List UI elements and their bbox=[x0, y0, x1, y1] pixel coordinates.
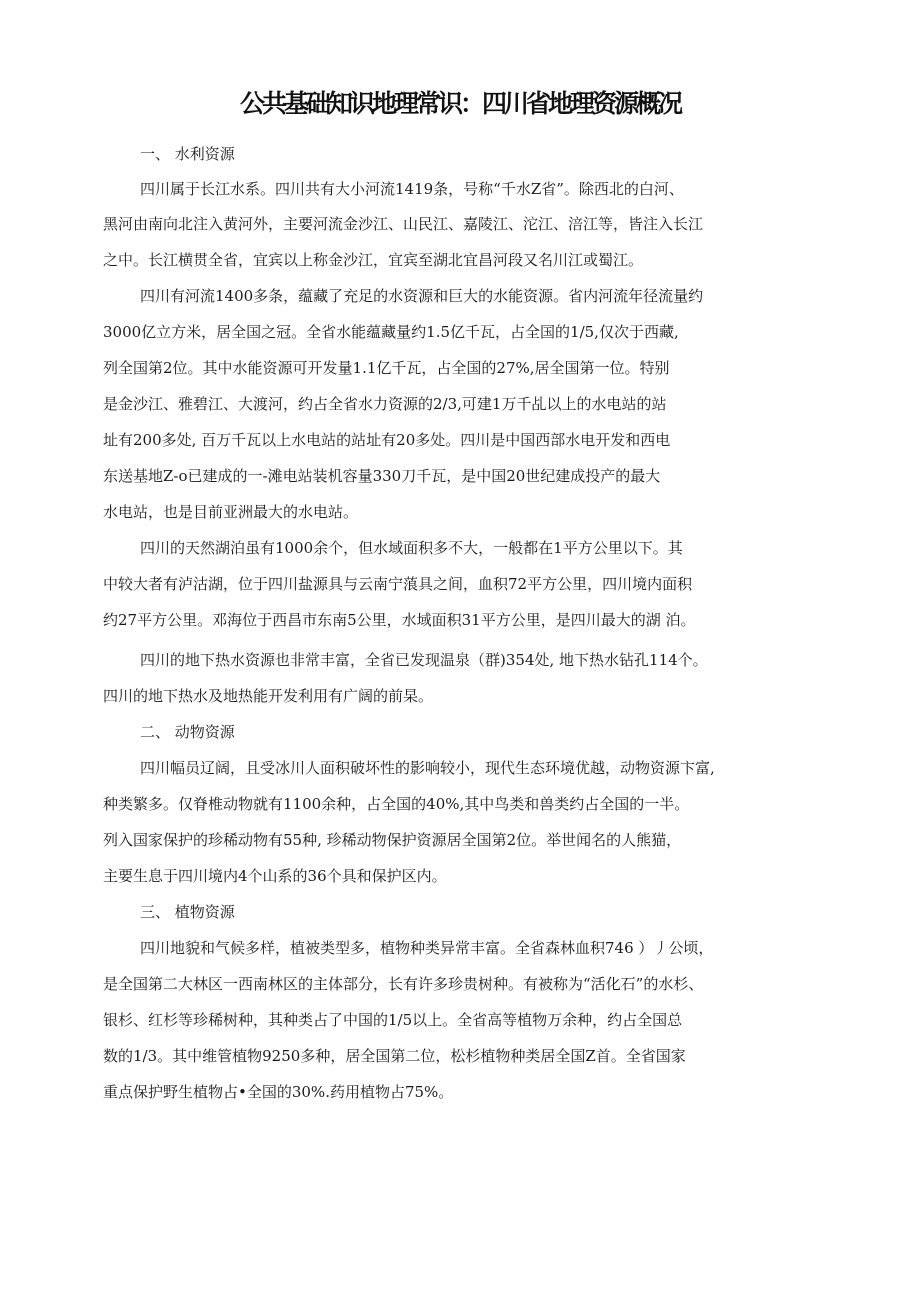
paragraph-line: 四川属于长江水系。四川共有大小河流1419条，号称“千水Z省”。除西北的白河、 bbox=[140, 180, 684, 198]
paragraph-line: 东送基地Z-o已建成的一-滩电站装机容量330刀千瓦，是中国20世纪建成投产的最大 bbox=[103, 467, 661, 485]
section-heading-plants: 三、 植物资源 bbox=[140, 903, 235, 921]
paragraph-line: 黑河由南向北注入黄河外，主要河流金沙江、山民江、嘉陵江、沱江、涪江等，皆注入长江 bbox=[103, 215, 704, 233]
paragraph-line: 四川的天然湖泊虽有1000余个，但水域面积多不大，一般都在1平方公里以下。其 bbox=[140, 539, 683, 557]
paragraph-line: 列入国家保护的珍稀动物有55种, 珍稀动物保护资源居全国第2位。举世闻名的人熊猫， bbox=[103, 831, 682, 849]
paragraph-line: 种类繁多。仅脊椎动物就有1100余种，占全国的40%,其中鸟类和兽类约占全国的一半。 bbox=[103, 795, 690, 813]
paragraph-line: 四川的地下热水资源也非常丰富，全省已发现温泉（群)354处, 地下热水钻孔114个。 bbox=[140, 651, 708, 669]
paragraph-line: 银杉、红杉等珍稀树种，其种类占了中国的1/5以上。全省高等植物万余种，约占全国总 bbox=[103, 1011, 683, 1029]
paragraph-line: 列全国第2位。其中水能资源可开发量1.1亿千瓦，占全国的27%,居全国第一位。特别 bbox=[103, 359, 670, 377]
page-title: 公共基础知识地理常识：四川省地理资源概况 bbox=[239, 89, 680, 118]
paragraph-line: 重点保护野生植物占•全国的30%.药用植物占75%。 bbox=[103, 1083, 454, 1101]
paragraph-line: 四川有河流1400多条，蕴藏了充足的水资源和巨大的水能资源。省内河流年径流量约 bbox=[140, 287, 704, 305]
paragraph-line: 主要生息于四川境内4个山系的36个具和保护区内。 bbox=[103, 867, 447, 885]
paragraph-line: 之中。长江横贯全省，宜宾以上称金沙江，宜宾至湖北宜昌河段又名川江或蜀江。 bbox=[103, 251, 644, 269]
paragraph-line: 四川的地下热水及地热能开发利用有广阔的前杲。 bbox=[103, 687, 434, 705]
paragraph-line: 址有200多处, 百万千瓦以上水电站的站址有20多处。四川是中国西部水电开发和西电 bbox=[103, 431, 671, 449]
paragraph-line: 四川地貌和气候多样，植被类型多，植物种类异常丰富。全省森林血积746 ）丿公顷， bbox=[140, 939, 714, 957]
paragraph-line: 约27平方公里。邓海位于西昌市东南5公里，水域面积31平方公里，是四川最大的湖 泊。 bbox=[103, 611, 696, 629]
paragraph-line: 数的1/3。其中维管植物9250多种，居全国第二位，松杉植物种类居全国Z首。全省国家 bbox=[103, 1047, 686, 1065]
paragraph-line: 是金沙江、雅碧江、大渡河，约占全省水力资源的2/3,可建1万千乩以上的水电站的站 bbox=[103, 395, 667, 413]
paragraph-line: 四川幅员辽阔，且受冰川人面积破坏性的影响较小，现代生态环境优越，动物资源卞富, bbox=[140, 759, 715, 777]
section-heading-animals: 二、 动物资源 bbox=[140, 723, 235, 741]
paragraph-line: 是全国第二大林区一西南林区的主体部分，长有许多珍贵树种。有被称为“活化石”的水杉、 bbox=[103, 975, 704, 993]
paragraph-line: 3000亿立方米，居全国之冠。全省水能蕴藏量约1.5亿千瓦，占全国的1/5,仅次于西藏, bbox=[103, 323, 679, 341]
section-heading-water: 一、 水利资源 bbox=[140, 145, 235, 163]
paragraph-line: 中较大者有泸沽湖，位于四川盐源具与云南宁蒗具之间，血积72平方公里，四川境内面积 bbox=[103, 575, 693, 593]
paragraph-line: 水电站，也是目前亚洲最大的水电站。 bbox=[103, 503, 359, 521]
